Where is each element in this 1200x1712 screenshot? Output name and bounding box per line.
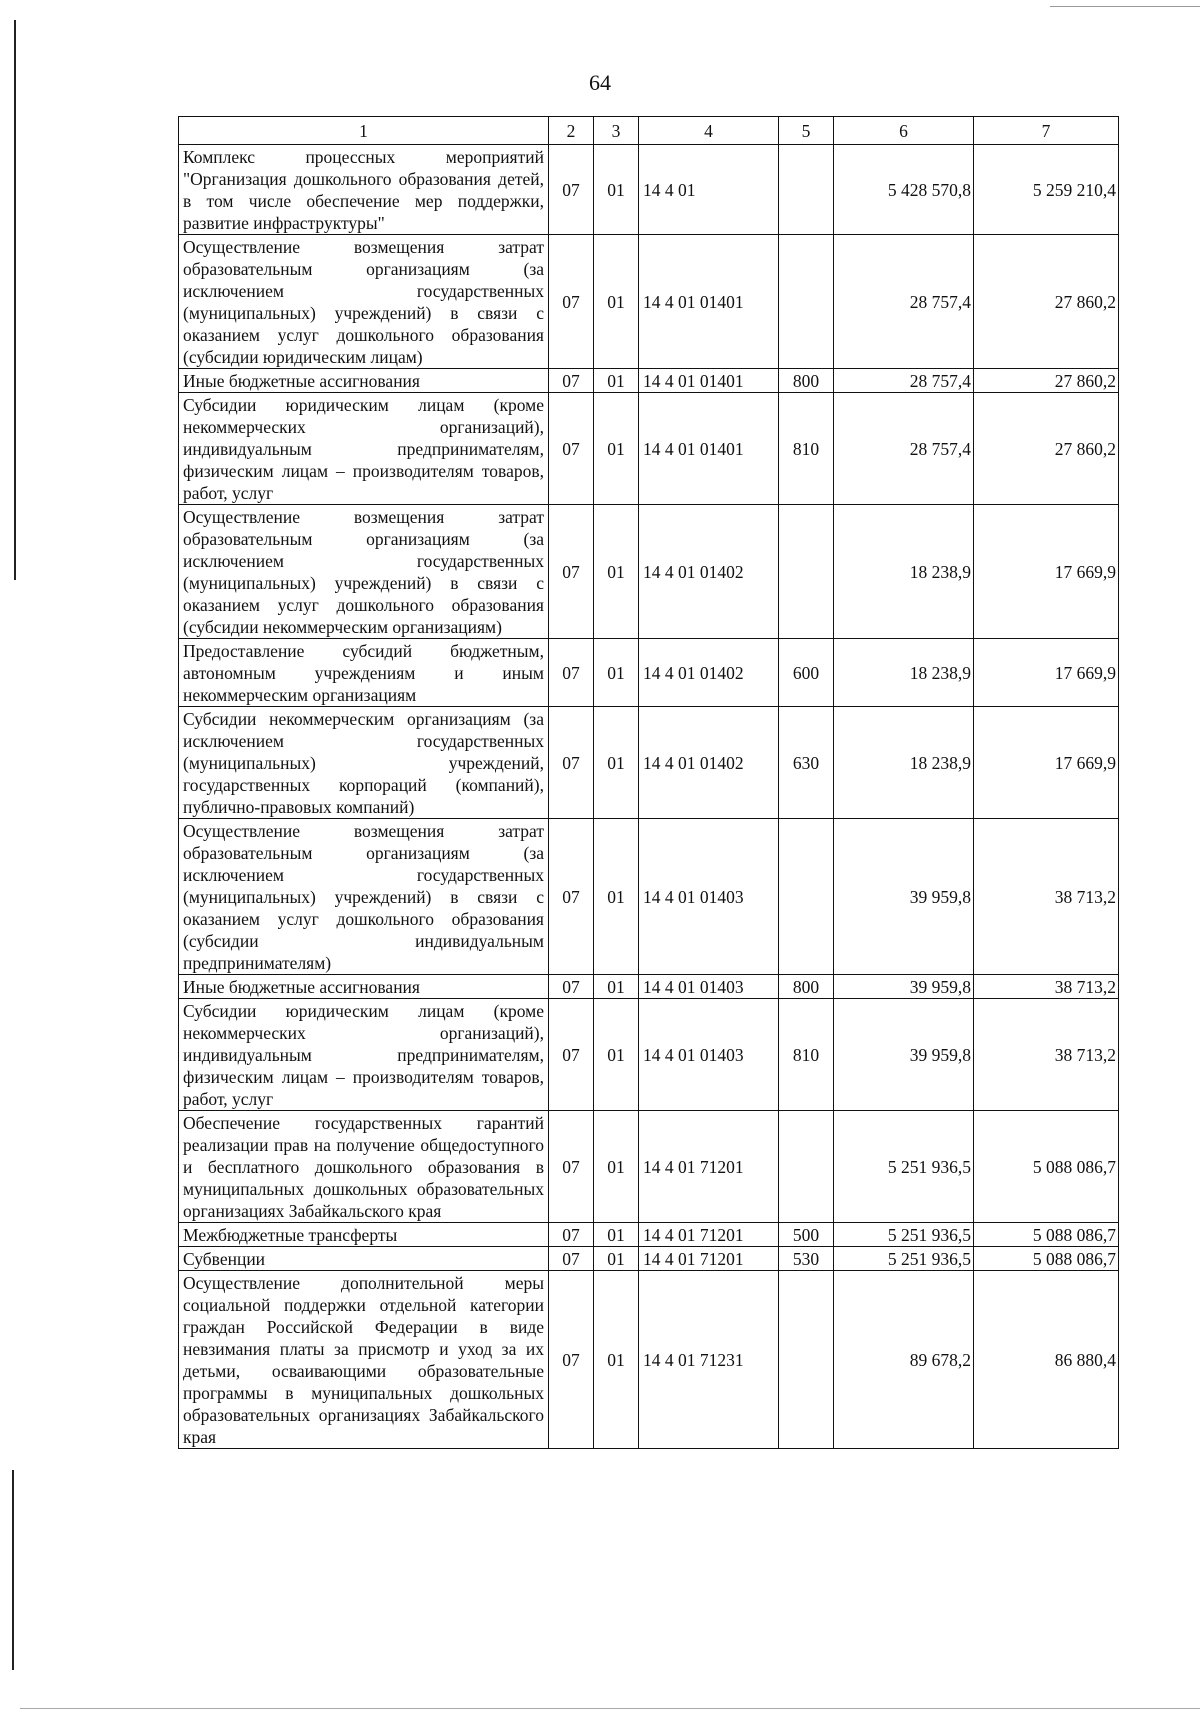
row-target-code-cell: 14 4 01 01402 bbox=[639, 505, 779, 639]
row-amount-col7-cell: 5 088 086,7 bbox=[974, 1111, 1119, 1223]
row-section-cell: 07 bbox=[549, 369, 594, 393]
row-amount-col6-cell: 18 238,9 bbox=[834, 505, 974, 639]
row-expense-type-cell: 500 bbox=[779, 1223, 834, 1247]
row-amount-col6-cell: 28 757,4 bbox=[834, 393, 974, 505]
row-target-code-cell: 14 4 01 01402 bbox=[639, 639, 779, 707]
row-expense-type-cell: 810 bbox=[779, 393, 834, 505]
row-amount-col7-cell: 27 860,2 bbox=[974, 235, 1119, 369]
row-amount-col7-cell: 17 669,9 bbox=[974, 707, 1119, 819]
table-row bbox=[179, 393, 1119, 505]
row-name-cell: Осуществление возмещения затрат образовательным организациям (за исключением государственных (муниципальных) учреждений) в связи с оказанием услуг дошкольного образования (субсидии некоммерческим организациям) bbox=[179, 505, 549, 639]
scan-edge-mark bbox=[1050, 6, 1200, 7]
row-name-cell: Субвенции bbox=[179, 1247, 549, 1271]
row-amount-col7-cell: 17 669,9 bbox=[974, 639, 1119, 707]
row-amount-col6-cell: 39 959,8 bbox=[834, 975, 974, 999]
column-header: 2 bbox=[549, 117, 594, 145]
budget-table bbox=[178, 116, 1119, 1449]
row-amount-col7-cell: 38 713,2 bbox=[974, 819, 1119, 975]
row-subsection-cell: 01 bbox=[594, 1247, 639, 1271]
row-subsection-cell: 01 bbox=[594, 707, 639, 819]
row-amount-col6-cell: 28 757,4 bbox=[834, 369, 974, 393]
row-section-cell: 07 bbox=[549, 1111, 594, 1223]
row-amount-col6-cell: 89 678,2 bbox=[834, 1271, 974, 1449]
row-name-cell: Субсидии юридическим лицам (кроме некоммерческих организаций), индивидуальным предпринимателям, физическим лицам – производителям товаров, работ, услуг bbox=[179, 393, 549, 505]
row-target-code-cell: 14 4 01 71201 bbox=[639, 1247, 779, 1271]
row-target-code-cell: 14 4 01 71201 bbox=[639, 1111, 779, 1223]
row-amount-col6-cell: 18 238,9 bbox=[834, 707, 974, 819]
column-header: 5 bbox=[779, 117, 834, 145]
row-expense-type-cell: 810 bbox=[779, 999, 834, 1111]
scan-edge-mark bbox=[20, 1708, 1200, 1709]
table-row bbox=[179, 707, 1119, 819]
row-amount-col7-cell: 86 880,4 bbox=[974, 1271, 1119, 1449]
row-expense-type-cell: 800 bbox=[779, 369, 834, 393]
row-expense-type-cell: 630 bbox=[779, 707, 834, 819]
row-target-code-cell: 14 4 01 71201 bbox=[639, 1223, 779, 1247]
row-amount-col7-cell: 38 713,2 bbox=[974, 975, 1119, 999]
page-number: 64 bbox=[589, 70, 611, 95]
table-row bbox=[179, 819, 1119, 975]
column-header: 3 bbox=[594, 117, 639, 145]
row-amount-col6-cell: 5 428 570,8 bbox=[834, 145, 974, 235]
row-amount-col7-cell: 5 088 086,7 bbox=[974, 1223, 1119, 1247]
row-subsection-cell: 01 bbox=[594, 505, 639, 639]
column-header: 4 bbox=[639, 117, 779, 145]
row-subsection-cell: 01 bbox=[594, 639, 639, 707]
row-amount-col7-cell: 27 860,2 bbox=[974, 369, 1119, 393]
row-amount-col7-cell: 27 860,2 bbox=[974, 393, 1119, 505]
row-section-cell: 07 bbox=[549, 235, 594, 369]
row-target-code-cell: 14 4 01 01403 bbox=[639, 819, 779, 975]
row-amount-col6-cell: 5 251 936,5 bbox=[834, 1247, 974, 1271]
row-name-cell: Осуществление возмещения затрат образовательным организациям (за исключением государственных (муниципальных) учреждений) в связи с оказанием услуг дошкольного образования (субсидии индивидуальным предпринимателям) bbox=[179, 819, 549, 975]
row-target-code-cell: 14 4 01 01401 bbox=[639, 235, 779, 369]
row-section-cell: 07 bbox=[549, 975, 594, 999]
table-row bbox=[179, 1271, 1119, 1449]
row-section-cell: 07 bbox=[549, 1223, 594, 1247]
row-name-cell: Субсидии некоммерческим организациям (за исключением государственных (муниципальных) учреждений, государственных корпораций (компаний), публично-правовых компаний) bbox=[179, 707, 549, 819]
row-section-cell: 07 bbox=[549, 1271, 594, 1449]
row-amount-col6-cell: 28 757,4 bbox=[834, 235, 974, 369]
row-amount-col7-cell: 17 669,9 bbox=[974, 505, 1119, 639]
table-row bbox=[179, 1223, 1119, 1247]
table-row bbox=[179, 975, 1119, 999]
row-subsection-cell: 01 bbox=[594, 975, 639, 999]
row-amount-col6-cell: 5 251 936,5 bbox=[834, 1223, 974, 1247]
row-subsection-cell: 01 bbox=[594, 145, 639, 235]
row-amount-col6-cell: 18 238,9 bbox=[834, 639, 974, 707]
table-row bbox=[179, 999, 1119, 1111]
row-amount-col6-cell: 39 959,8 bbox=[834, 819, 974, 975]
row-target-code-cell: 14 4 01 01402 bbox=[639, 707, 779, 819]
row-name-cell: Обеспечение государственных гарантий реализации прав на получение общедоступного и бесплатного дошкольного образования в муниципальных дошкольных образовательных организациях Забайкальского края bbox=[179, 1111, 549, 1223]
row-subsection-cell: 01 bbox=[594, 819, 639, 975]
row-name-cell: Иные бюджетные ассигнования bbox=[179, 975, 549, 999]
table-row bbox=[179, 235, 1119, 369]
row-name-cell: Иные бюджетные ассигнования bbox=[179, 369, 549, 393]
row-expense-type-cell bbox=[779, 505, 834, 639]
scan-edge-mark bbox=[12, 1470, 14, 1670]
row-subsection-cell: 01 bbox=[594, 235, 639, 369]
row-target-code-cell: 14 4 01 01403 bbox=[639, 975, 779, 999]
row-amount-col6-cell: 39 959,8 bbox=[834, 999, 974, 1111]
row-amount-col6-cell: 5 251 936,5 bbox=[834, 1111, 974, 1223]
row-section-cell: 07 bbox=[549, 707, 594, 819]
row-name-cell: Осуществление возмещения затрат образовательным организациям (за исключением государственных (муниципальных) учреждений) в связи с оказанием услуг дошкольного образования (субсидии юридическим лицам) bbox=[179, 235, 549, 369]
row-subsection-cell: 01 bbox=[594, 1271, 639, 1449]
row-subsection-cell: 01 bbox=[594, 369, 639, 393]
row-subsection-cell: 01 bbox=[594, 1111, 639, 1223]
row-section-cell: 07 bbox=[549, 999, 594, 1111]
row-name-cell: Предоставление субсидий бюджетным, автономным учреждениям и иным некоммерческим организациям bbox=[179, 639, 549, 707]
row-target-code-cell: 14 4 01 01401 bbox=[639, 369, 779, 393]
scan-edge-mark bbox=[14, 20, 16, 580]
row-target-code-cell: 14 4 01 bbox=[639, 145, 779, 235]
row-target-code-cell: 14 4 01 71231 bbox=[639, 1271, 779, 1449]
row-expense-type-cell: 800 bbox=[779, 975, 834, 999]
table-row bbox=[179, 505, 1119, 639]
row-subsection-cell: 01 bbox=[594, 393, 639, 505]
table-row bbox=[179, 369, 1119, 393]
row-expense-type-cell bbox=[779, 235, 834, 369]
row-subsection-cell: 01 bbox=[594, 999, 639, 1111]
row-subsection-cell: 01 bbox=[594, 1223, 639, 1247]
column-header: 6 bbox=[834, 117, 974, 145]
row-target-code-cell: 14 4 01 01401 bbox=[639, 393, 779, 505]
column-header: 1 bbox=[179, 117, 549, 145]
row-section-cell: 07 bbox=[549, 393, 594, 505]
row-expense-type-cell: 530 bbox=[779, 1247, 834, 1271]
row-section-cell: 07 bbox=[549, 145, 594, 235]
row-target-code-cell: 14 4 01 01403 bbox=[639, 999, 779, 1111]
row-amount-col7-cell: 5 259 210,4 bbox=[974, 145, 1119, 235]
row-name-cell: Осуществление дополнительной меры социальной поддержки отдельной категории граждан Российской Федерации в виде невзимания платы за присмотр и уход за их детьми, осваивающими образовательные программы в муниципальных дошкольных образовательных организациях Забайкальского края bbox=[179, 1271, 549, 1449]
table-header-row bbox=[179, 117, 1119, 145]
row-expense-type-cell bbox=[779, 145, 834, 235]
row-expense-type-cell bbox=[779, 1111, 834, 1223]
row-section-cell: 07 bbox=[549, 1247, 594, 1271]
row-name-cell: Межбюджетные трансферты bbox=[179, 1223, 549, 1247]
table-row bbox=[179, 1247, 1119, 1271]
row-amount-col7-cell: 38 713,2 bbox=[974, 999, 1119, 1111]
row-section-cell: 07 bbox=[549, 819, 594, 975]
row-expense-type-cell bbox=[779, 819, 834, 975]
table-row bbox=[179, 639, 1119, 707]
row-amount-col7-cell: 5 088 086,7 bbox=[974, 1247, 1119, 1271]
table-row bbox=[179, 1111, 1119, 1223]
table-row bbox=[179, 145, 1119, 235]
row-expense-type-cell: 600 bbox=[779, 639, 834, 707]
column-header: 7 bbox=[974, 117, 1119, 145]
row-name-cell: Субсидии юридическим лицам (кроме некоммерческих организаций), индивидуальным предпринимателям, физическим лицам – производителям товаров, работ, услуг bbox=[179, 999, 549, 1111]
row-section-cell: 07 bbox=[549, 639, 594, 707]
row-expense-type-cell bbox=[779, 1271, 834, 1449]
row-name-cell: Комплекс процессных мероприятий "Организация дошкольного образования детей, в том числе обеспечение мер поддержки, развитие инфраструктуры" bbox=[179, 145, 549, 235]
row-section-cell: 07 bbox=[549, 505, 594, 639]
